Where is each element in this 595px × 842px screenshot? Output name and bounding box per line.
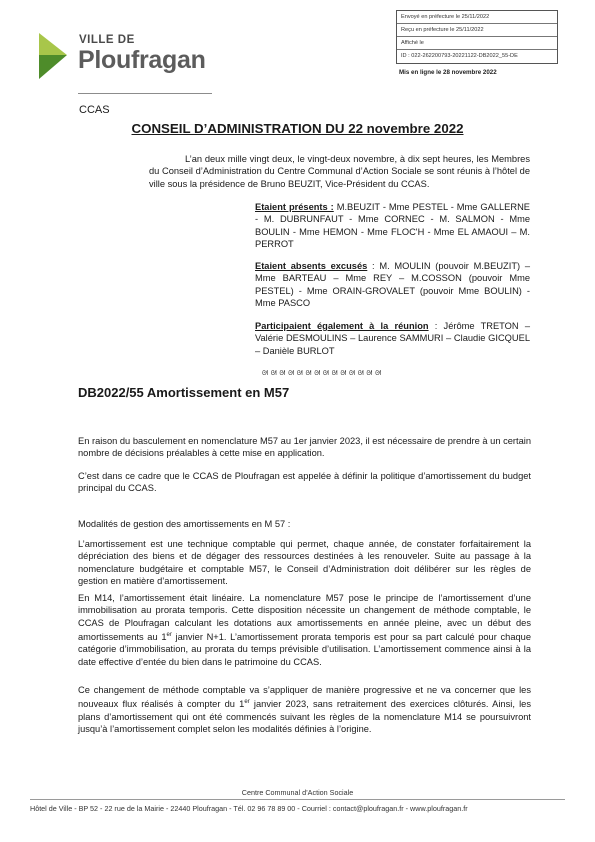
footer-org: Centre Communal d’Action Sociale bbox=[241, 788, 354, 797]
logo-city-name: Ploufragan bbox=[78, 46, 206, 74]
logo-divider bbox=[78, 93, 212, 94]
stamp-displayed: Affiché le bbox=[401, 40, 424, 46]
absents-label: Etaient absents excusés bbox=[255, 261, 368, 271]
prefecture-stamp bbox=[396, 10, 558, 64]
deliberation-title: DB2022/55 Amortissement en M57 bbox=[78, 385, 290, 400]
logo-ville-de: VILLE DE bbox=[79, 34, 135, 46]
intro-paragraph: L’an deux mille vingt deux, le vingt-deux novembre, à dix sept heures, les Membres du Conseil d’Administration du Centre Communal d’Action Sociale se sont réunis à l’hôtel de ville sous la présidence de Bruno BEUZIT, Vice-Président du CCAS. bbox=[149, 154, 530, 189]
ploufragan-logo-icon bbox=[33, 31, 71, 81]
presents-list: M.BEUZIT - Mme PESTEL - Mme GALLERNE - M. DUBRUNFAUT - Mme CORNEC - M. SALMON - Mme BOULIN - Mme HEMON - Mme FLOC'H - Mme EL AMAOUI – M. PERROT bbox=[255, 202, 531, 249]
absents-block bbox=[255, 260, 530, 309]
ccas-label: CCAS bbox=[79, 104, 110, 116]
presents-label: Etaient présents : bbox=[255, 202, 334, 212]
paragraph-4: En M14, l’amortissement était linéaire. La nomenclature M57 pose le principe de l’amortissement d’une immobilisation au prorata temporis. Cette disposition nécessite un changement de méthode comptable, le CCAS de Ploufragan calculant les dotations aux amortissements en année pleine, avec un début des amortissements au 1er janvier N+1. L’amortissement prorata temporis est pour sa part calculé pour chaque catégorie d’immobilisation, au prorata du temps prévisible d’utilisation. L’amortissement commence ainsi à la date effective d’entée du bien dans le patrimoine du CCAS. bbox=[78, 593, 532, 667]
presents-block bbox=[255, 201, 530, 250]
footer-address: Hôtel de Ville - BP 52 - 22 rue de la Mairie - 22440 Ploufragan - Tél. 02 96 78 89 00 - Courriel : contact@ploufragan.fr - www.ploufragan.fr bbox=[30, 804, 468, 813]
modalites-heading: Modalités de gestion des amortissements en M 57 : bbox=[78, 519, 291, 529]
participants-list: : Jérôme TRETON – Valérie DESMOULINS – Laurence SAMMURI – Claudie GICQUEL – Danièle BURLOT bbox=[255, 321, 530, 356]
participants-label: Participaient également à la réunion bbox=[255, 321, 429, 331]
stamp-received: Reçu en préfecture le 25/11/2022 bbox=[401, 27, 484, 33]
participants-block bbox=[255, 320, 530, 357]
stamp-sent: Envoyé en préfecture le 25/11/2022 bbox=[401, 14, 490, 20]
online-date: Mis en ligne le 28 novembre 2022 bbox=[399, 69, 497, 76]
paragraph-2: C’est dans ce cadre que le CCAS de Ploufragan est appelée à définir la politique d’amortissement du budget principal du CCAS. bbox=[78, 471, 531, 494]
page-title: CONSEIL D’ADMINISTRATION DU 22 novembre 2022 bbox=[131, 121, 464, 136]
paragraph-1: En raison du basculement en nomenclature M57 au 1er janvier 2023, il est nécessaire de prendre à un certain nombre de décisions préalables à cette mise en application. bbox=[78, 436, 531, 459]
paragraph-5: Ce changement de méthode comptable va s’appliquer de manière progressive et ne va concerner que les nouveaux flux réalisés à compter du 1er janvier 2023, sans retraitement des exercices clôturés. Ainsi, les plans d’amortissement qui ont été commencés suivant les règles de la nomenclature M14 se poursuivront jusqu’à l’amortissement complet selon les modalités définies à l’origine. bbox=[78, 685, 531, 734]
footer-divider bbox=[30, 799, 565, 800]
decorative-separator: ᘛ ᘛ ᘛ ᘛ ᘛ ᘛ ᘛ ᘛ ᘛ ᘛ ᘛ ᘛ ᘛ ᘛ bbox=[262, 370, 382, 377]
stamp-id: ID : 022-262200793-20221122-DB2022_55-DE bbox=[401, 53, 518, 59]
paragraph-3: L’amortissement est une technique comptable qui permet, chaque année, de constater forfaitairement la dépréciation des biens et de dégager des ressources destinées à les renouveler. Suite au passage à la nomenclature budgétaire et comptable M57, le Conseil d’Administration doit délibérer sur les règles de gestion en matière d’amortissement. bbox=[78, 539, 531, 586]
absents-list: : M. MOULIN (pouvoir M.BEUZIT) – Mme BARTEAU – Mme REY – M.COSSON (pouvoir Mme PESTEL) - Mme ORAIN-GROVALET (pouvoir Mme BOULIN) - Mme PASCO bbox=[255, 261, 530, 308]
